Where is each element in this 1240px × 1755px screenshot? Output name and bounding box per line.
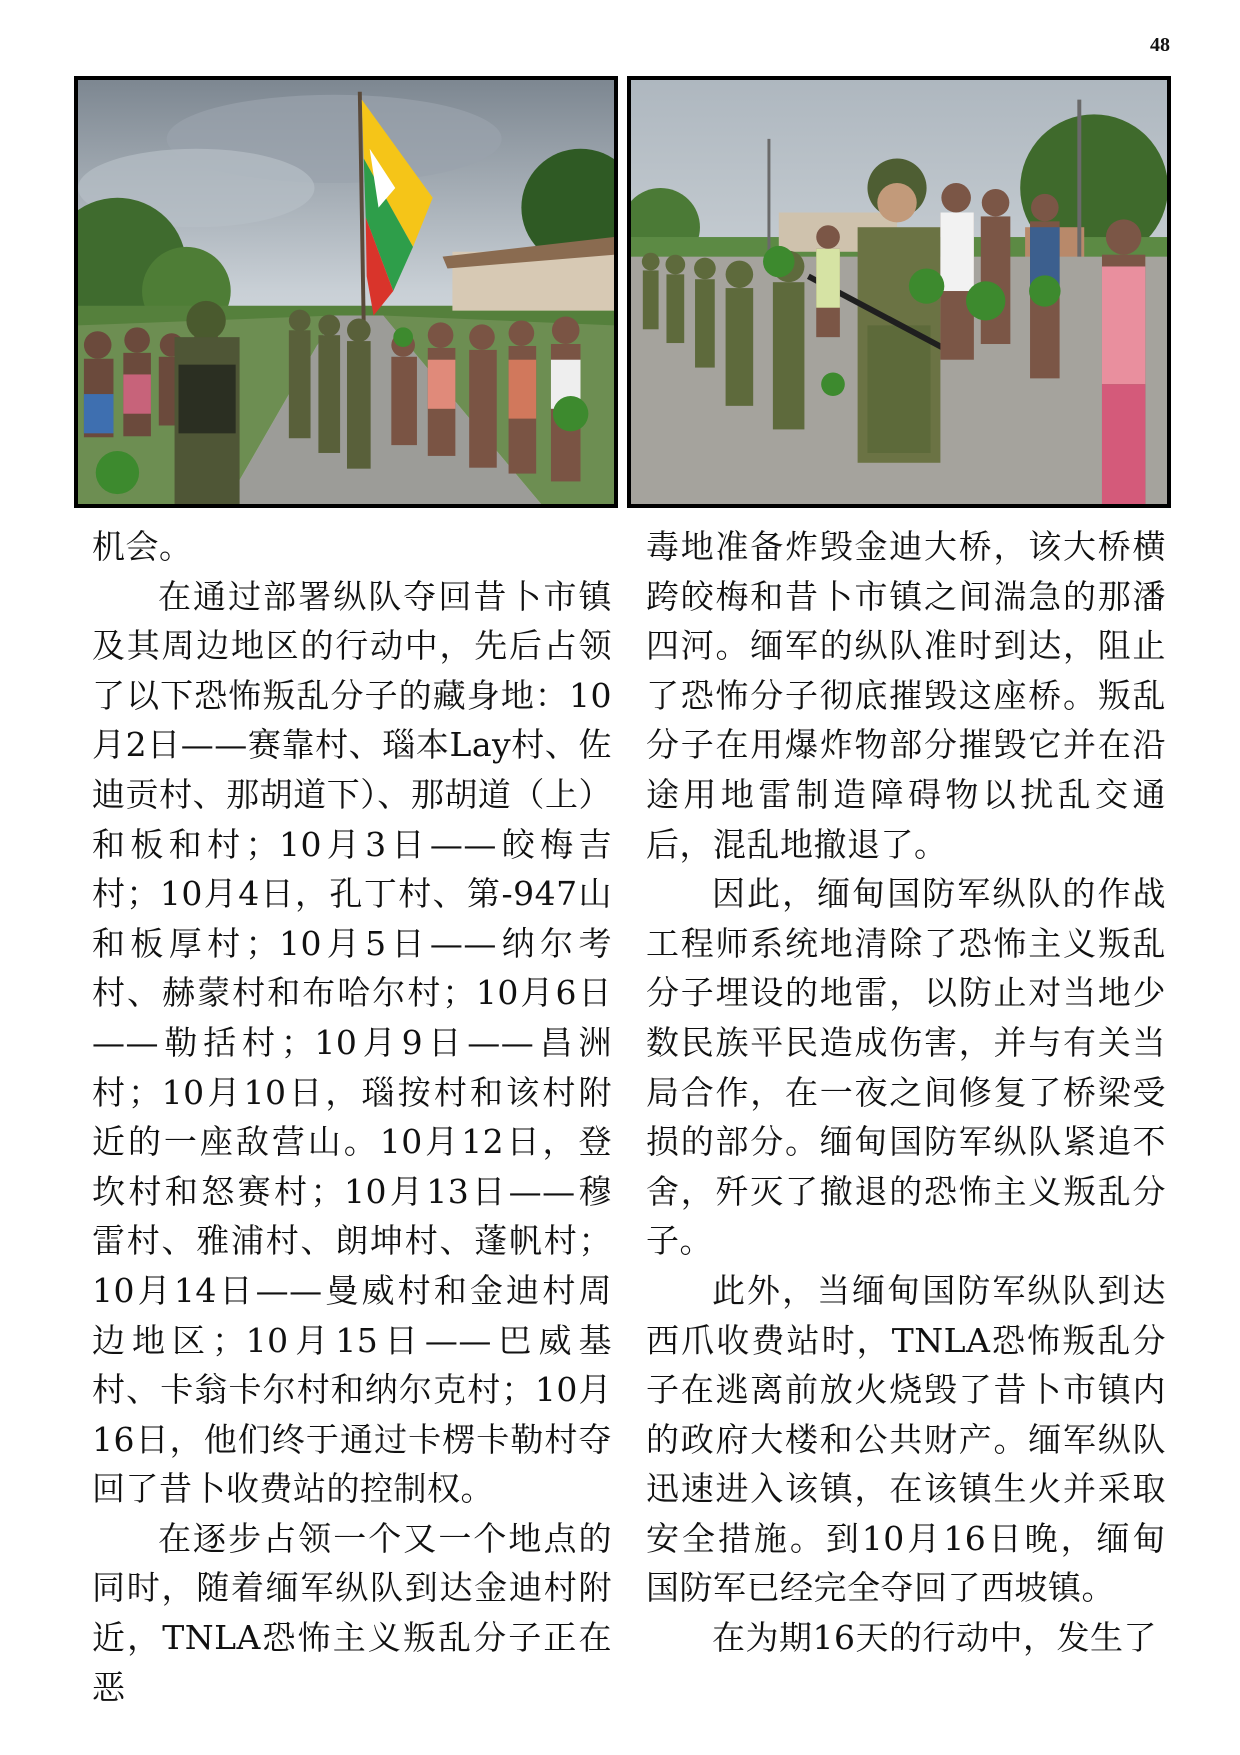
right-text-column [646,522,1166,1663]
left-text-column [92,522,612,1712]
paragraph: 机会。 [92,527,193,566]
paragraph: 在逐步占领一个又一个地点的同时，随着缅军纵队到达金迪村附近，TNLA恐怖主义叛乱分子正在恶 [92,1518,612,1707]
paragraph: 在通过部署纵队夺回昔卜市镇及其周边地区的行动中，先后占领了以下恐怖叛乱分子的藏身地：10月2日——赛靠村、瑙本Lay村、佐迪贡村、那胡道下）、那胡道（上）和板和村；10月3日——皎梅吉村；10月4日，孔丁村、第-947山和板厚村；10月5日——纳尔考村、赫蒙村和布哈尔村；10月6日——勒括村；10月9日——昌洲村；10月10日，瑙按村和该村附近的一座敌营山。10月12日，登坎村和怒赛村；10月13日——穆雷村、雅浦村、朗坤村、蓬帆村；10月14日——曼威村和金迪村周边地区；10月15日——巴威基村、卡翁卡尔村和纳尔克村；10月16日，他们终于通过卡楞卡勒村夺回了昔卜收费站的控制权。 [92,576,612,1509]
soldiers-with-flag-photo [74,76,618,508]
paragraph: 毒地准备炸毁金迪大桥，该大桥横跨皎梅和昔卜市镇之间湍急的那潘四河。缅军的纵队准时到达，阻止了恐怖分子彻底摧毁这座桥。叛乱分子在用爆炸物部分摧毁它并在沿途用地雷制造障碍物以扰乱交通后，混乱地撤退了。 [646,527,1166,864]
soldiers-greeted-by-villagers-photo [627,76,1171,508]
paragraph: 在为期16天的行动中，发生了 [712,1618,1157,1658]
paragraph: 此外，当缅甸国防军纵队到达西爪收费站时，TNLA恐怖叛乱分子在逃离前放火烧毁了昔卜市镇内的政府大楼和公共财产。缅军纵队迅速进入该镇，在该镇生火并采取安全措施。到10月16日晚，缅甸国防军已经完全夺回了西坡镇。 [646,1270,1166,1608]
page-number: 48 [1150,34,1170,56]
paragraph: 因此，缅甸国防军纵队的作战工程师系统地清除了恐怖主义叛乱分子埋设的地雷，以防止对当地少数民族平民造成伤害，并与有关当局合作，在一夜之间修复了桥梁受损的部分。缅甸国防军纵队紧追不舍，歼灭了撤退的恐怖主义叛乱分子。 [646,874,1166,1261]
